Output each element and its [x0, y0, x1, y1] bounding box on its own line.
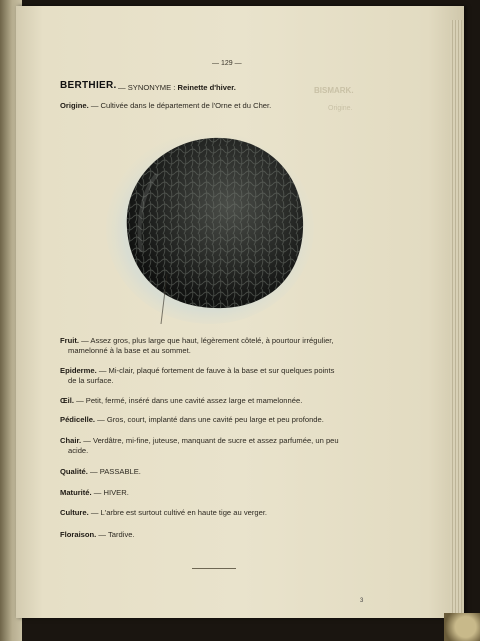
apple-photograph	[105, 124, 315, 324]
synonym-label: — SYNONYME :	[118, 83, 176, 92]
bleed-through-origin: Origine.	[328, 105, 353, 112]
entry-culture: Culture. — L'arbre est surtout cultivé en haute tige au verger.	[60, 508, 268, 517]
entry-floraison: Floraison. — Tardive.	[60, 530, 135, 539]
corner-watermark	[444, 613, 480, 641]
entry-oeil: Œil. — Petit, fermé, inséré dans une cavité assez large et mamelonnée.	[60, 396, 303, 405]
variety-title: BERTHIER.	[60, 80, 117, 91]
entry-epiderme-cont: de la surface.	[68, 376, 114, 385]
bleed-through-heading: BISMARK.	[314, 86, 354, 95]
origin-label: Origine.	[60, 101, 89, 110]
entry-chair-cont: acide.	[68, 446, 89, 455]
page-number: — 129 —	[212, 60, 242, 67]
synonym-line	[118, 83, 236, 94]
origin-text: — Cultivée dans le département de l'Orne et du Cher.	[90, 101, 272, 110]
signature-mark: 3	[360, 598, 364, 604]
entry-pedicelle: Pédicelle. — Gros, court, implanté dans une cavité peu large et peu profonde.	[60, 415, 324, 424]
origin-line	[60, 101, 271, 112]
closing-rule	[192, 568, 236, 569]
entry-fruit: Fruit. — Assez gros, plus large que haut, légèrement côtelé, à pourtour irrégulier,	[60, 336, 334, 345]
entry-epiderme: Epiderme. — Mi-clair, plaqué fortement de fauve à la base et sur quelques points	[60, 366, 335, 375]
entry-qualite: Qualité. — PASSABLE.	[60, 467, 141, 476]
synonym-value: Reinette d'hiver.	[177, 83, 236, 92]
page-stack-edge	[450, 20, 462, 620]
entry-maturite: Maturité. — HIVER.	[60, 488, 129, 497]
entry-fruit-cont: mamelonné à la base et au sommet.	[68, 346, 191, 355]
entry-chair: Chair. — Verdâtre, mi-fine, juteuse, manquant de sucre et assez parfumée, un peu	[60, 436, 339, 445]
